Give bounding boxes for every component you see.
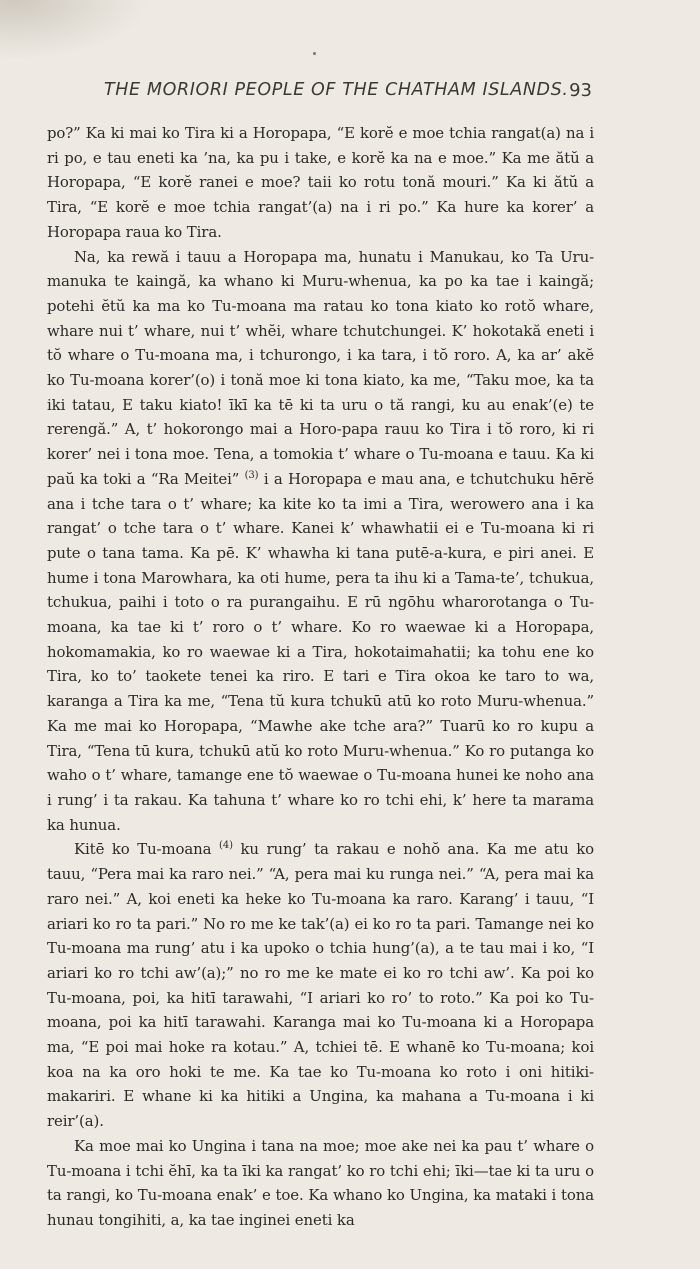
paragraph-4: Ka moe mai ko Ungina i tana na moe; moe ake nei ka pau t’ whare o Tu-moana i tchi ĕhī, ka ta īki ka rangat’ ko ro tchi ehi; īki—tae ki ta uru o ta rangi, ko Tu-moana enak’ e toe. Ka whano ko Ungina, ka mataki i tona hunau tongihiti, a, ka tae inginei eneti ka bbox=[47, 1136, 594, 1229]
paragraph-3 bbox=[47, 837, 594, 1133]
body-text bbox=[47, 121, 594, 1233]
paragraph-1: po?” Ka ki mai ko Tira ki a Horopapa, “E korĕ e moe tchia rangat(a) na i ri po, e tau eneti ka ’na, ka pu i take, e korĕ ka na e moe.” Ka me ătŭ a Horopapa, “E korĕ ranei e moe? taii ko rotu tonă mouri.” Ka ki ătŭ a Tira, “E korĕ e moe tchia rangat’(a) na i ri po.” Ka hure ka korer’ a Horopapa raua ko Tira. bbox=[47, 124, 594, 241]
footnote-ref-4: (4) bbox=[219, 840, 233, 852]
paragraph-2-part-b: i a Horopapa e mau ana, e tchutchuku hērĕ ana i tche tara o t’ whare; ka kite ko ta imi a Tira, werowero ana i ka rangat’ o tche tara o t’ whare. Kanei k’ whawhatii ei e Tu-moana ki ri pute o tana tama. Ka pē. K’ whawha ki tana putē-a-kura, e piri anei. E hume i tona Marowhara, ka oti hume, pera ta ihu ki a Tama-te’, tchukua, tchukua, paihi i toto o ra purangaihu. E rū ngōhu wharorotanga o Tu-moana, ka tae ki t’ roro o t’ whare. Ko ro waewae ki a Horopapa, hokomamakia, ko ro waewae ki a Tira, hokotaimahatii; ka tohu ene ko Tira, ko to’ taokete tenei ka riro. E tari e Tira okoa ke taro to wa, karanga a Tira ka me, “Tena tŭ kura tchukū atū ko roto Muru-whenua.” Ka me mai ko Horopapa, “Mawhe ake tche ara?” Tuarū ko ro kupu a Tira, “Tena tū kura, tchukū atŭ ko roto Muru-whenua.” Ko ro putanga ko waho o t’ whare, tamange ene tŏ waewae o Tu-moana hunei ke noho ana i rung’ i ta rakau. Ka tahuna t’ whare ko ro tchi ehi, k’ here ta marama ka hunua. bbox=[47, 469, 594, 834]
paragraph-2-part-a: Na, ka rewă i tauu a Horopapa ma, hunatu i Manukau, ko Ta Uru-manuka te kaingă, ka whano ki Muru-whenua, ka po ka tae i kaingă; potehi ĕtŭ ka ma ko Tu-moana ma ratau ko tona kiato ko rotŏ whare, whare nui t’ whare, nui t’ whĕi, whare tchutchungei. K’ hokotakă eneti i tŏ whare o Tu-moana ma, i tchurongo, i ka tara, i tŏ roro. A, ka ar’ akĕ ko Tu-moana korer’(o) i tonă moe ki tona kiato, ka me, “Taku moe, ka ta iki tatau, E taku kiato! īkī ka tē ki ta uru o tă rangi, ku au enak’(e) te rerengă.” A, t’ hokorongo mai a Horo-papa rauu ko Tira i tŏ roro, ki ri korer’ nei i tona moe. Tena, a tomokia t’ whare o Tu-moana e tauu. Ka ki paŭ ka toki a “Ra Meitei” bbox=[47, 247, 594, 488]
page-header bbox=[104, 78, 594, 108]
running-head: THE MORIORI PEOPLE OF THE CHATHAM ISLANDS. bbox=[104, 80, 569, 100]
paragraph-3-part-b: ku rung’ ta rakau e nohŏ ana. Ka me atu ko tauu, “Pera mai ka raro nei.” “A, pera mai ku runga nei.” “A, pera mai ka raro nei.” A, koi eneti ka heke ko Tu-moana ka raro. Karang’ i tauu, “I ariari ko ro ta pari.” No ro me ke tak’(a) ei ko ro ta pari. Tamange nei ko Tu-moana ma rung’ atu i ka upoko o tchia hung’(a), a te tau mai i ko, “I ariari ko ro tchi aw’(a);” no ro me ke mate ei ko ro tchi aw’. Ka poi ko Tu-moana, poi, ka hitī tarawahi, “I ariari ko ro’ to roto.” Ka poi ko Tu-moana, poi ka hitī tarawahi. Karanga mai ko Tu-moana ki a Horopapa ma, “E poi mai hoke ra kotau.” A, tchiei tē. E whanē ko Tu-moana; koi koa na ka oro hoki te me. Ka tae ko Tu-moana ko roto i oni hitiki-makariri. E whane ki ka hitiki a Ungina, ka mahana a Tu-moana i ki reir’(a). bbox=[47, 840, 594, 1131]
paragraph-3-part-a: Kitē ko Tu-moana bbox=[74, 840, 212, 859]
footnote-ref-3: (3) bbox=[244, 469, 259, 481]
paragraph-2 bbox=[47, 245, 594, 838]
page-number: 93 bbox=[569, 80, 592, 101]
corner-stain bbox=[0, 0, 150, 60]
ink-speck bbox=[313, 52, 316, 55]
